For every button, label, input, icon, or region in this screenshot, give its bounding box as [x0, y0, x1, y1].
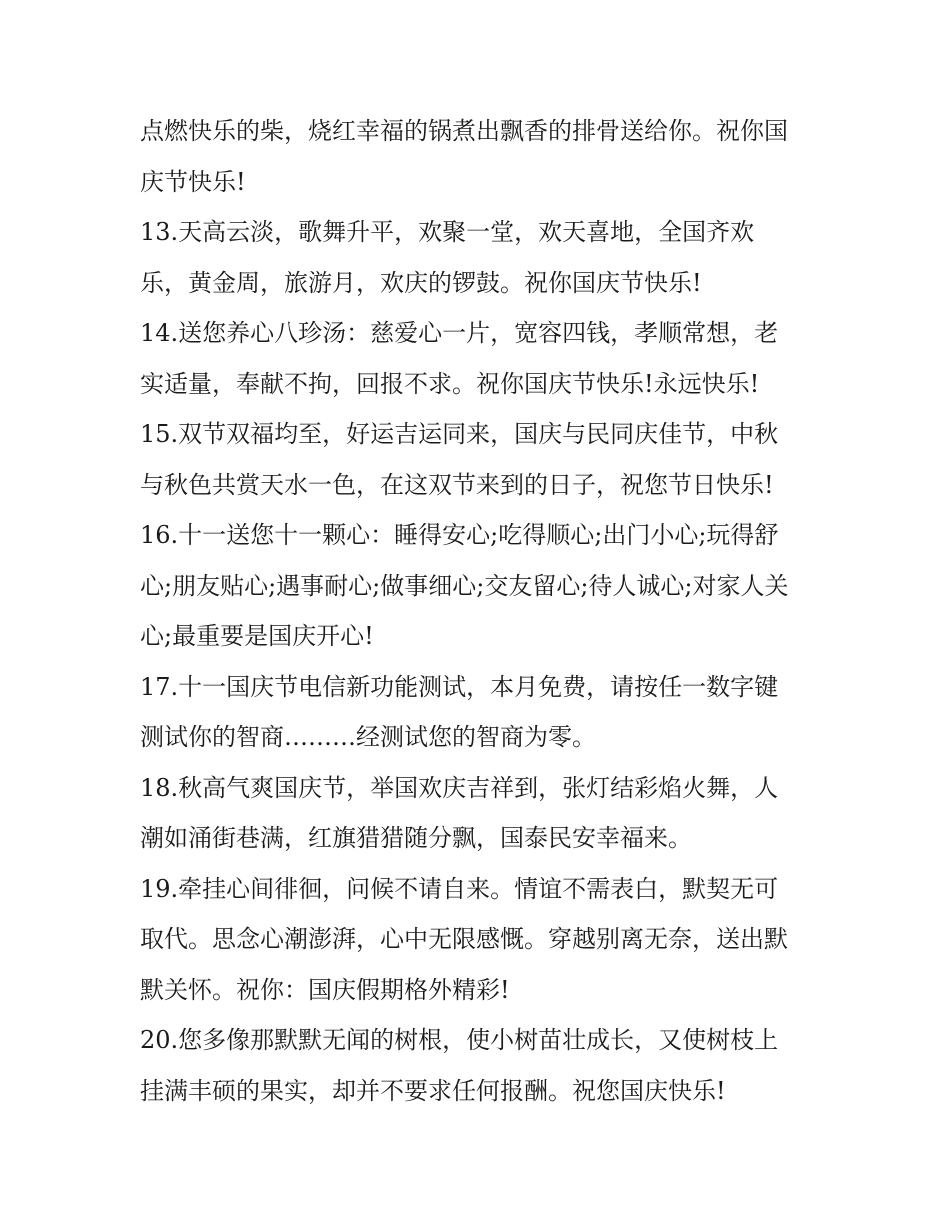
text-line: 13.天高云淡，歌舞升平，欢聚一堂，欢天喜地，全国齐欢	[140, 218, 755, 246]
text-line: 取代。思念心潮澎湃，心中无限感慨。穿越别离无奈，送出默	[140, 925, 788, 953]
text-line: 默关怀。祝你：国庆假期格外精彩!	[140, 976, 510, 1004]
text-line: 实适量，奉献不拘，回报不求。祝你国庆节快乐!永远快乐!	[140, 370, 760, 398]
text-line: 乐，黄金周，旅游月，欢庆的锣鼓。祝你国庆节快乐!	[140, 269, 702, 297]
text-line: 20.您多像那默默无闻的树根，使小树苗壮成长，又使树枝上	[140, 1026, 779, 1054]
text-line: 心;最重要是国庆开心!	[140, 622, 374, 650]
text-line: 19.牵挂心间徘徊，问候不请自来。情谊不需表白，默契无可	[140, 875, 779, 903]
text-line: 18.秋高气爽国庆节，举国欢庆吉祥到，张灯结彩焰火舞，人	[140, 774, 779, 802]
text-line: 17.十一国庆节电信新功能测试，本月免费，请按任一数字键	[140, 673, 779, 701]
text-line: 潮如涌街巷满，红旗猎猎随分飘，国泰民安幸福来。	[140, 824, 692, 852]
text-line: 15.双节双福均至，好运吉运同来，国庆与民同庆佳节，中秋	[140, 420, 779, 448]
text-line: 16.十一送您十一颗心：睡得安心;吃得顺心;出门小心;玩得舒	[140, 521, 779, 549]
text-line: 庆节快乐!	[140, 168, 246, 196]
text-line: 心;朋友贴心;遇事耐心;做事细心;交友留心;待人诚心;对家人关	[140, 572, 789, 600]
text-line: 与秋色共赏天水一色，在这双节来到的日子，祝您节日快乐!	[140, 471, 774, 499]
text-line: 点燃快乐的柴，烧红幸福的锅煮出飘香的排骨送给你。祝你国	[140, 117, 788, 145]
text-line: 测试你的智商………经测试您的智商为零。	[140, 723, 596, 751]
text-line: 14.送您养心八珍汤：慈爱心一片，宽容四钱，孝顺常想，老	[140, 319, 779, 347]
text-line: 挂满丰硕的果实，却并不要求任何报酬。祝您国庆快乐!	[140, 1077, 726, 1105]
